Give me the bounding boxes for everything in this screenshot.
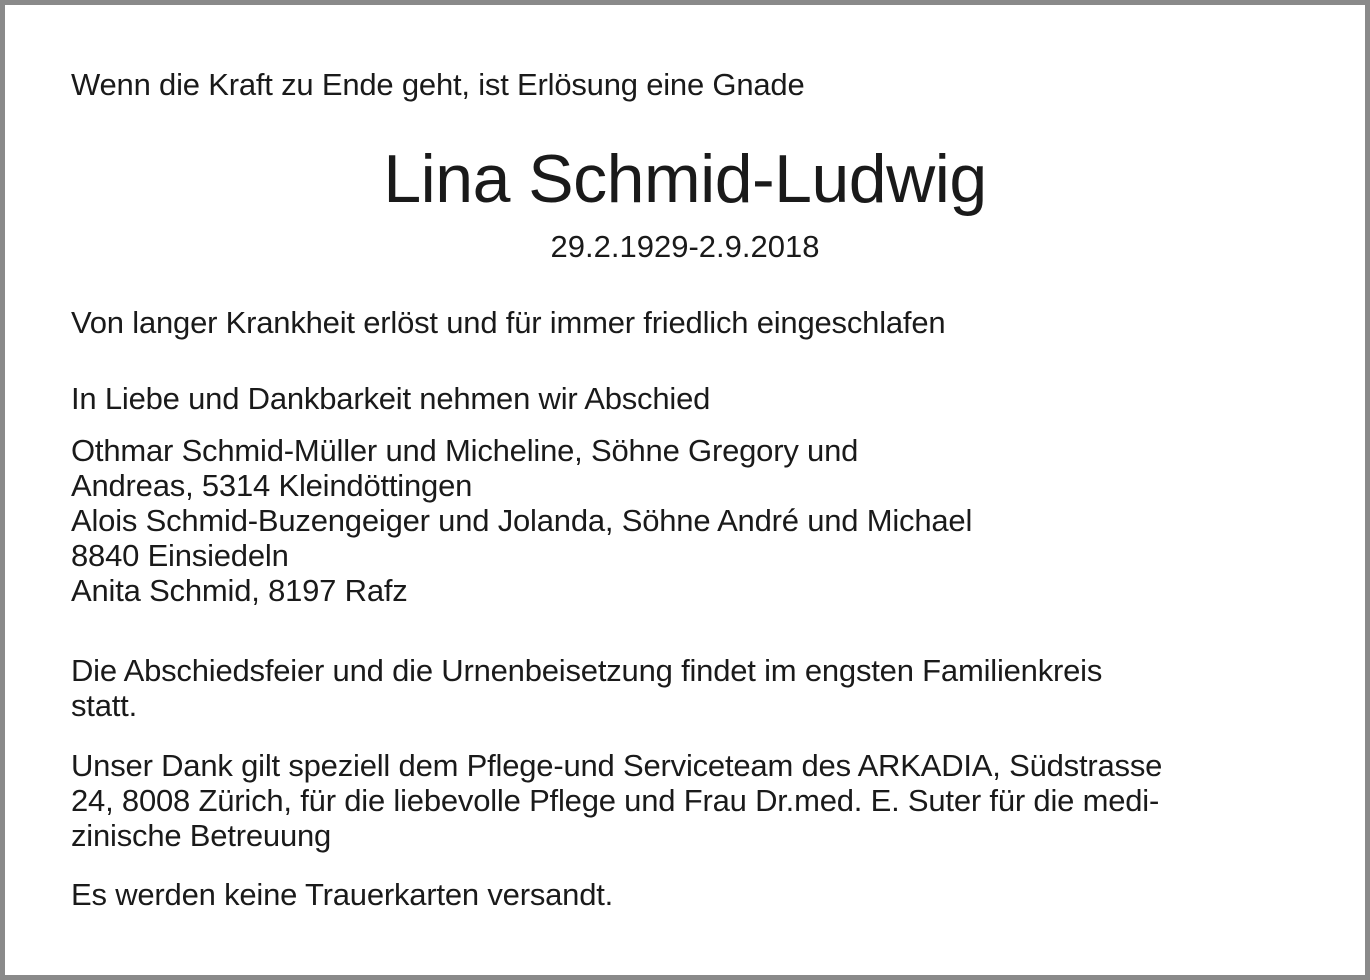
thanks-paragraph: [71, 748, 1162, 853]
motto: Wenn die Kraft zu Ende geht, ist Erlösung eine Gnade: [71, 67, 805, 102]
deceased-name: Lina Schmid-Ludwig: [383, 141, 987, 217]
ceremony-line: statt.: [71, 688, 137, 723]
farewell-line: In Liebe und Dankbarkeit nehmen wir Abschied: [71, 381, 711, 416]
statement: Von langer Krankheit erlöst und für immer friedlich eingeschlafen: [71, 305, 946, 340]
mourner-line: Alois Schmid-Buzengeiger und Jolanda, Söhne André und Michael: [71, 503, 973, 538]
life-dates: 29.2.1929-2.9.2018: [550, 229, 820, 264]
thanks-line: Unser Dank gilt speziell dem Pflege-und Serviceteam des ARKADIA, Südstrasse: [71, 748, 1163, 783]
mourner-line: Andreas, 5314 Kleindöttingen: [71, 468, 473, 503]
ceremony-line: Die Abschiedsfeier und die Urnenbeisetzung findet im engsten Familienkreis: [71, 653, 1103, 688]
mourner-line: 8840 Einsiedeln: [71, 538, 289, 573]
mourners-list: [71, 433, 972, 608]
thanks-line: zinische Betreuung: [71, 818, 332, 853]
mourner-line: Othmar Schmid-Müller und Micheline, Söhne Gregory und: [71, 433, 859, 468]
thanks-line: 24, 8008 Zürich, für die liebevolle Pflege und Frau Dr.med. E. Suter für die medi-: [71, 783, 1160, 818]
mourner-line: Anita Schmid, 8197 Rafz: [71, 573, 408, 608]
cards-note: Es werden keine Trauerkarten versandt.: [71, 877, 614, 912]
ceremony-paragraph: [71, 653, 1102, 723]
